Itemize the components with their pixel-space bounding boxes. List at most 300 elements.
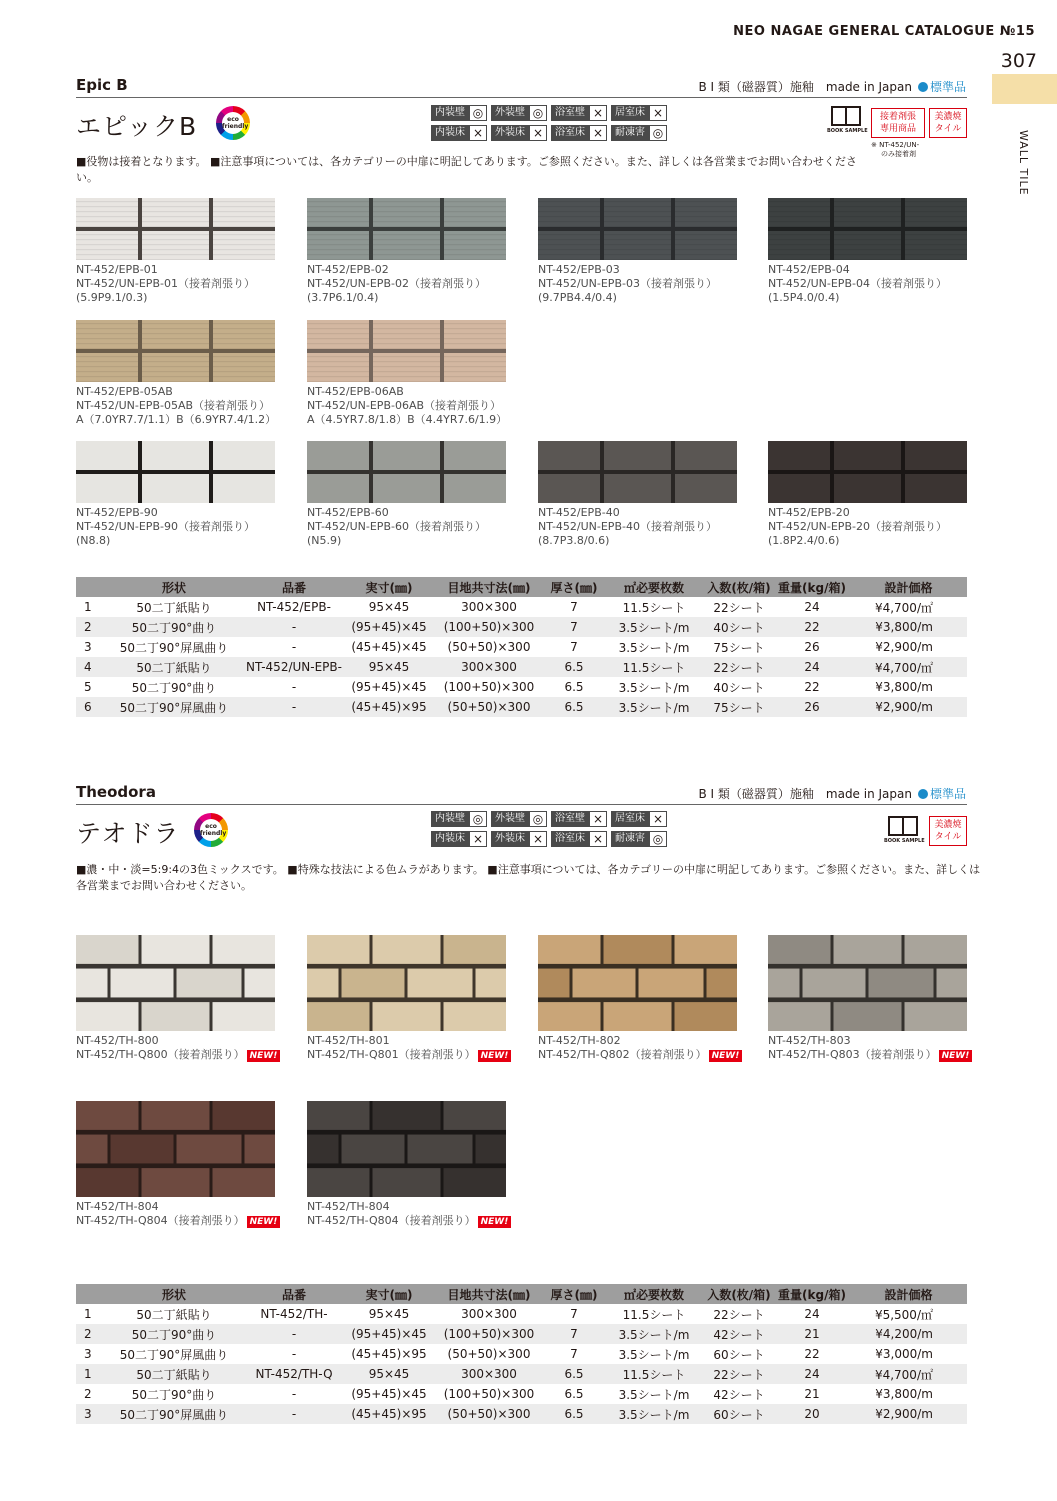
table-cell: 3 [84, 1347, 92, 1361]
tile-code-adhesive: NT-452/UN-EPB-90（接着剤張り） [76, 520, 255, 533]
table-cell: (50+50)×300 [447, 1347, 531, 1361]
tile-swatch [307, 198, 506, 305]
table-header-cell: 形状 [104, 577, 244, 597]
table-header-cell: 実寸(㎜) [344, 577, 434, 597]
tile-color-value: A（7.0YR7.7/1.1）B（6.9YR7.4/1.2） [76, 413, 277, 426]
adhesive-badge-line1: 接着剤張 [879, 112, 916, 122]
tile-swatch [538, 198, 737, 305]
epic-table-header [76, 577, 967, 597]
table-cell: 4 [76, 657, 104, 677]
table-cell: 11.5シート [622, 600, 686, 615]
usage-label: 浴室壁 [551, 105, 589, 121]
circle-double-icon: ◎ [529, 105, 547, 121]
table-header-cell: 品番 [244, 1284, 344, 1304]
tile-image [768, 198, 967, 260]
table-row [76, 1384, 967, 1404]
table-cell: 50二丁紙貼り [104, 657, 244, 677]
tile-image [538, 441, 737, 503]
table-cell: 50二丁90°屏風曲り [104, 697, 244, 717]
theodora-meta-standard: 標準品 [929, 787, 966, 801]
page-number: 307 [1000, 50, 1037, 72]
adhesive-badge-line2: 専用商品 [879, 124, 916, 134]
cross-icon: × [589, 105, 607, 121]
table-cell: 42シート [704, 1324, 774, 1344]
tile-color-value: (N5.9) [307, 534, 342, 547]
table-cell: (95+45)×45 [344, 1324, 434, 1344]
table-cell: 95×45 [344, 657, 434, 677]
table-header-cell: 重量(kg/箱) [774, 1284, 850, 1304]
tile-image [307, 935, 506, 1031]
table-cell: 40シート [713, 680, 765, 695]
table-cell: ¥5,500/㎡ [874, 1307, 933, 1322]
tile-code-adhesive-line [307, 1214, 511, 1228]
tile-image [307, 320, 506, 382]
new-badge: NEW! [939, 1050, 973, 1062]
table-cell: NT-452/TH-Q [244, 1364, 344, 1384]
book-sample-icon [831, 106, 861, 126]
table-cell: 1 [76, 1364, 104, 1384]
tile-swatch [307, 320, 507, 427]
epic-usage-grid [431, 104, 671, 142]
tile-image [76, 935, 275, 1031]
usage-label: 内装床 [431, 125, 469, 141]
table-cell: (100+50)×300 [434, 617, 544, 637]
tile-color-value: (3.7P6.1/0.4) [307, 291, 379, 304]
tile-caption [768, 263, 967, 305]
cross-icon: × [589, 811, 607, 827]
usage-item [491, 830, 551, 848]
tile-code-adhesive: NT-452/TH-Q800（接着剤張り） [76, 1048, 245, 1061]
usage-item [551, 124, 611, 142]
tile-image [76, 198, 275, 260]
usage-label: 耐凍害 [611, 125, 649, 141]
table-header-cell [76, 577, 104, 597]
catalogue-title: NEO NAGAE GENERAL CATALOGUE №15 [733, 24, 1035, 39]
table-header-cell: ㎡必要枚数 [604, 577, 704, 597]
tile-color-value: (N8.8) [76, 534, 111, 547]
table-cell: 24 [804, 1307, 820, 1321]
tile-color-value: (1.5P4.0/0.4) [768, 291, 840, 304]
table-cell: 3.5シート/m [604, 1404, 704, 1424]
table-cell: - [291, 640, 297, 654]
table-cell: 24 [804, 600, 820, 614]
table-cell: 95×45 [368, 600, 410, 614]
circle-double-icon: ◎ [529, 811, 547, 827]
table-header-cell: 実寸(㎜) [344, 1284, 434, 1304]
book-sample [884, 816, 925, 844]
table-header-cell: ㎡必要枚数 [604, 1284, 704, 1304]
tile-code-adhesive-line [76, 1048, 280, 1062]
table-cell: 3.5シート/m [604, 617, 704, 637]
usage-item [611, 124, 671, 142]
table-cell: NT-452/UN-EPB- [244, 657, 344, 677]
usage-item [431, 810, 491, 828]
table-cell: (100+50)×300 [443, 680, 535, 694]
tile-code-adhesive: NT-452/UN-EPB-01（接着剤張り） [76, 277, 255, 290]
circle-double-icon: ◎ [469, 105, 487, 121]
table-cell: ¥3,800/m [875, 680, 933, 694]
cross-icon: × [529, 831, 547, 847]
table-cell: 24 [774, 657, 850, 677]
theodora-spec-table [76, 1284, 967, 1424]
theodora-meta-prefix: B I 類（磁器質）施釉 made in Japan [698, 787, 912, 801]
theodora-spec-table-wrap [76, 1284, 967, 1424]
tile-code: NT-452/TH-803 [768, 1034, 851, 1047]
cross-icon: × [589, 125, 607, 141]
tile-code: NT-452/EPB-20 [768, 506, 850, 519]
tile-code: NT-452/EPB-02 [307, 263, 389, 276]
mino-tile-badge [929, 816, 967, 846]
usage-label: 浴室壁 [551, 811, 589, 827]
tile-caption [538, 1034, 742, 1062]
mino-badge-line2: タイル [934, 832, 962, 842]
mino-badge-line2: タイル [934, 124, 962, 134]
usage-item [551, 830, 611, 848]
tile-photo [307, 198, 506, 260]
table-cell: 7 [570, 640, 578, 654]
theodora-note-line2: 各営業までお問い合わせください。 [76, 879, 252, 892]
tile-caption [76, 1034, 280, 1062]
table-cell: 75シート [704, 697, 774, 717]
tile-swatch [768, 441, 967, 548]
new-badge: NEW! [478, 1050, 512, 1062]
usage-label: 居室床 [611, 105, 649, 121]
usage-label: 浴室床 [551, 831, 589, 847]
tile-swatch [307, 441, 506, 548]
new-badge: NEW! [247, 1216, 281, 1228]
tile-image [307, 198, 506, 260]
table-cell: 60シート [704, 1404, 774, 1424]
table-cell: 50二丁90°曲り [104, 617, 244, 637]
epic-meta-standard: 標準品 [929, 80, 966, 94]
table-cell: (50+50)×300 [447, 640, 531, 654]
table-cell: 3.5シート/m [604, 697, 704, 717]
table-cell: 60シート [713, 1347, 765, 1362]
tile-photo [307, 441, 506, 503]
circle-double-icon: ◎ [649, 125, 667, 141]
table-cell: 26 [774, 697, 850, 717]
tile-photo [76, 935, 275, 1031]
table-cell: (50+50)×300 [434, 697, 544, 717]
table-header-cell: 形状 [104, 1284, 244, 1304]
table-cell: 5 [84, 680, 92, 694]
table-cell: (100+50)×300 [434, 1324, 544, 1344]
tile-caption [76, 506, 275, 548]
usage-item [431, 830, 491, 848]
table-cell: 22 [804, 680, 820, 694]
theodora-meta [699, 785, 967, 802]
epic-note: ■役物は接着となります。 ■注意事項については、各カテゴリーの中扉に明記してあります。ご参照ください。また、詳しくは各営業までお問い合わせください。 [76, 155, 857, 184]
usage-label: 浴室床 [551, 125, 589, 141]
epic-rule [76, 97, 967, 98]
tile-code-adhesive: NT-452/TH-Q804（接着剤張り） [307, 1214, 476, 1227]
theodora-section-name: Theodora [76, 783, 156, 801]
table-cell: 3.5シート/m [618, 1347, 690, 1362]
table-header-cell: 設計価格 [850, 577, 967, 597]
table-cell: 3.5シート/m [618, 680, 690, 695]
tile-code: NT-452/EPB-90 [76, 506, 158, 519]
table-cell: 300×300 [434, 1364, 544, 1384]
circle-double-icon: ◎ [649, 831, 667, 847]
usage-label: 内装壁 [431, 105, 469, 121]
tile-code-adhesive: NT-452/UN-EPB-05AB（接着剤張り） [76, 399, 271, 412]
table-cell: ¥3,800/m [875, 1387, 933, 1401]
epic-jp-name: エピックB [76, 112, 198, 141]
tile-caption [307, 1200, 511, 1228]
tile-caption [307, 506, 506, 548]
theodora-usage-grid [431, 810, 671, 848]
table-cell: 21 [774, 1324, 850, 1344]
table-cell: 7 [570, 1347, 578, 1361]
tile-swatch [538, 935, 742, 1062]
table-cell: 6.5 [564, 680, 584, 694]
table-cell: 22 [804, 1347, 820, 1361]
table-cell: 24 [774, 1364, 850, 1384]
side-label: WALL TILE [1017, 130, 1030, 196]
tile-code: NT-452/TH-802 [538, 1034, 621, 1047]
table-cell: (45+45)×95 [344, 697, 434, 717]
eco-logo-text: eco friendly [222, 112, 244, 134]
theodora-note [76, 862, 981, 894]
usage-label: 耐凍害 [611, 831, 649, 847]
table-cell: ¥3,800/m [850, 617, 967, 637]
table-cell: NT-452/EPB- [257, 600, 331, 614]
table-cell: 2 [84, 1387, 92, 1401]
usage-label: 居室床 [611, 811, 649, 827]
table-cell: 11.5シート [604, 657, 704, 677]
new-badge: NEW! [709, 1050, 743, 1062]
epic-spec-table [76, 577, 967, 717]
table-row [76, 637, 967, 657]
tile-image [307, 1101, 506, 1197]
mino-badge-line1: 美濃焼 [934, 112, 962, 122]
table-header-cell: 厚さ(㎜) [544, 1284, 604, 1304]
table-cell: ¥3,000/m [875, 1347, 933, 1361]
table-header-cell: 厚さ(㎜) [544, 577, 604, 597]
table-row [76, 677, 967, 697]
tile-code: NT-452/EPB-06AB [307, 385, 404, 398]
table-cell: ¥2,900/m [850, 1404, 967, 1424]
tile-color-value: (8.7P3.8/0.6) [538, 534, 610, 547]
table-cell: 3.5シート/m [618, 1387, 690, 1402]
table-cell: 22シート [713, 1307, 765, 1322]
standard-dot-icon [918, 789, 928, 799]
tile-code: NT-452/TH-804 [307, 1200, 390, 1213]
table-header-cell: 重量(kg/箱) [774, 577, 850, 597]
table-header-cell: 目地共寸法(㎜) [434, 1284, 544, 1304]
eco-logo-text: eco friendly [200, 819, 222, 841]
eco-friendly-logo [216, 106, 250, 140]
tile-swatch [768, 198, 967, 305]
table-cell: - [244, 617, 344, 637]
usage-label: 内装壁 [431, 811, 469, 827]
tile-swatch [307, 1101, 511, 1228]
table-cell: - [244, 1324, 344, 1344]
table-cell: (45+45)×95 [344, 1404, 434, 1424]
tile-code: NT-452/EPB-03 [538, 263, 620, 276]
table-row [76, 657, 967, 677]
adhesive-only-badge [871, 108, 925, 138]
tile-color-value: (9.7PB4.4/0.4) [538, 291, 617, 304]
tile-image [307, 441, 506, 503]
table-header-cell: 設計価格 [850, 1284, 967, 1304]
epic-section-name: Epic B [76, 76, 128, 94]
table-cell: 7 [544, 617, 604, 637]
tile-code-adhesive: NT-452/UN-EPB-40（接着剤張り） [538, 520, 717, 533]
table-cell: 6.5 [564, 1387, 584, 1401]
table-header-cell: 品番 [244, 577, 344, 597]
table-cell: 22 [774, 617, 850, 637]
tile-code: NT-452/TH-800 [76, 1034, 159, 1047]
tile-photo [76, 441, 275, 503]
table-header-cell [76, 1284, 104, 1304]
tile-photo [76, 198, 275, 260]
tile-swatch [76, 198, 275, 305]
tile-code: NT-452/EPB-40 [538, 506, 620, 519]
tile-caption [307, 263, 506, 305]
table-cell: 3.5シート/m [604, 1324, 704, 1344]
usage-item [611, 810, 671, 828]
tile-photo [307, 935, 506, 1031]
table-header-cell: 入数(枚/箱) [704, 577, 774, 597]
table-cell: 1 [84, 1307, 92, 1321]
cross-icon: × [469, 831, 487, 847]
epic-meta-prefix: B I 類（磁器質）施釉 made in Japan [698, 80, 912, 94]
table-cell: 50二丁90°曲り [104, 1324, 244, 1344]
usage-item [491, 104, 551, 122]
table-cell: 50二丁紙貼り [136, 600, 212, 615]
table-cell: 21 [804, 1387, 820, 1401]
tile-code-adhesive: NT-452/UN-EPB-60（接着剤張り） [307, 520, 486, 533]
tile-caption [76, 385, 276, 427]
usage-item [431, 104, 491, 122]
usage-item [551, 810, 611, 828]
table-cell: (45+45)×45 [351, 640, 427, 654]
tile-code-adhesive: NT-452/UN-EPB-04（接着剤張り） [768, 277, 947, 290]
tile-code-adhesive: NT-452/TH-Q804（接着剤張り） [76, 1214, 245, 1227]
tile-photo [538, 935, 737, 1031]
tile-caption [538, 506, 737, 548]
table-cell: ¥2,900/m [850, 697, 967, 717]
table-row [76, 1324, 967, 1344]
table-row [76, 617, 967, 637]
table-cell: (95+45)×45 [351, 680, 427, 694]
table-cell: 50二丁90°曲り [131, 680, 217, 695]
table-cell: NT-452/TH- [260, 1307, 328, 1321]
table-cell: - [244, 697, 344, 717]
table-cell: ¥2,900/m [875, 640, 933, 654]
usage-label: 外装壁 [491, 105, 529, 121]
table-cell: 1 [84, 600, 92, 614]
usage-item [551, 104, 611, 122]
theodora-note-line1: ■濃・中・淡=5:9:4の3色ミックスです。 ■特殊な技法による色ムラがあります。 ■注意事項については、各カテゴリーの中扉に明記してあります。ご参照ください。また、詳しくは [76, 863, 981, 876]
tile-code: NT-452/EPB-04 [768, 263, 850, 276]
table-cell: 2 [76, 617, 104, 637]
tile-caption [768, 506, 967, 548]
tile-code-adhesive: NT-452/TH-Q801（接着剤張り） [307, 1048, 476, 1061]
tile-swatch [76, 320, 276, 427]
theodora-rule [76, 804, 967, 805]
table-cell: 7 [544, 1324, 604, 1344]
tile-image [768, 441, 967, 503]
cross-icon: × [469, 125, 487, 141]
tile-photo [768, 935, 967, 1031]
table-cell: (45+45)×95 [351, 1347, 427, 1361]
table-cell: 6 [76, 697, 104, 717]
book-sample-icon [888, 816, 918, 836]
table-cell: 6.5 [544, 697, 604, 717]
table-cell: 11.5シート [604, 1364, 704, 1384]
usage-label: 内装床 [431, 831, 469, 847]
cross-icon: × [649, 811, 667, 827]
tile-code-adhesive-line [538, 1048, 742, 1062]
circle-double-icon: ◎ [469, 811, 487, 827]
table-row [76, 1344, 967, 1364]
tile-photo [768, 198, 967, 260]
standard-dot-icon [918, 82, 928, 92]
eco-friendly-logo [194, 813, 228, 847]
epic-meta [699, 78, 967, 95]
adhesive-footnote [871, 141, 919, 159]
table-cell: ¥4,700/㎡ [874, 600, 933, 615]
table-cell: 2 [76, 1324, 104, 1344]
theodora-table-header [76, 1284, 967, 1304]
usage-item [611, 830, 671, 848]
table-cell: (100+50)×300 [443, 1387, 535, 1401]
table-cell: ¥4,700/㎡ [850, 1364, 967, 1384]
usage-label: 外装壁 [491, 811, 529, 827]
table-cell: ¥4,700/㎡ [850, 657, 967, 677]
tile-code-adhesive-line [307, 1048, 511, 1062]
tile-code: NT-452/TH-801 [307, 1034, 390, 1047]
table-cell: 6.5 [544, 1364, 604, 1384]
tile-swatch [307, 935, 511, 1062]
tile-swatch [76, 935, 280, 1062]
table-cell: 42シート [713, 1387, 765, 1402]
mino-badge-line1: 美濃焼 [934, 820, 962, 830]
table-row [76, 1404, 967, 1424]
table-cell: 20 [774, 1404, 850, 1424]
tile-photo [307, 320, 506, 382]
new-badge: NEW! [478, 1216, 512, 1228]
tile-code: NT-452/EPB-05AB [76, 385, 173, 398]
table-cell: 3 [84, 640, 92, 654]
tile-image [76, 320, 275, 382]
table-cell: 50二丁90°屏風曲り [119, 1347, 229, 1362]
table-cell: - [291, 680, 297, 694]
usage-item [611, 104, 671, 122]
table-cell: 6.5 [544, 1404, 604, 1424]
cross-icon: × [589, 831, 607, 847]
tile-code-adhesive: NT-452/UN-EPB-06AB（接着剤張り） [307, 399, 502, 412]
tile-caption [307, 1034, 511, 1062]
usage-item [491, 810, 551, 828]
tile-color-value: A（4.5YR7.8/1.8）B（4.4YR7.6/1.9） [307, 413, 508, 426]
tile-swatch [76, 441, 275, 548]
tile-caption [76, 263, 275, 305]
table-cell: (50+50)×300 [434, 1404, 544, 1424]
tile-caption [307, 385, 507, 427]
tile-photo [76, 1101, 275, 1197]
table-cell: 22シート [704, 1364, 774, 1384]
table-row [76, 1304, 967, 1324]
usage-item [491, 124, 551, 142]
book-sample-label: BOOK SAMPLE [827, 128, 868, 134]
tile-swatch [76, 1101, 280, 1228]
tile-code-adhesive: NT-452/UN-EPB-20（接着剤張り） [768, 520, 947, 533]
new-badge: NEW! [247, 1050, 281, 1062]
table-cell: 40シート [704, 617, 774, 637]
